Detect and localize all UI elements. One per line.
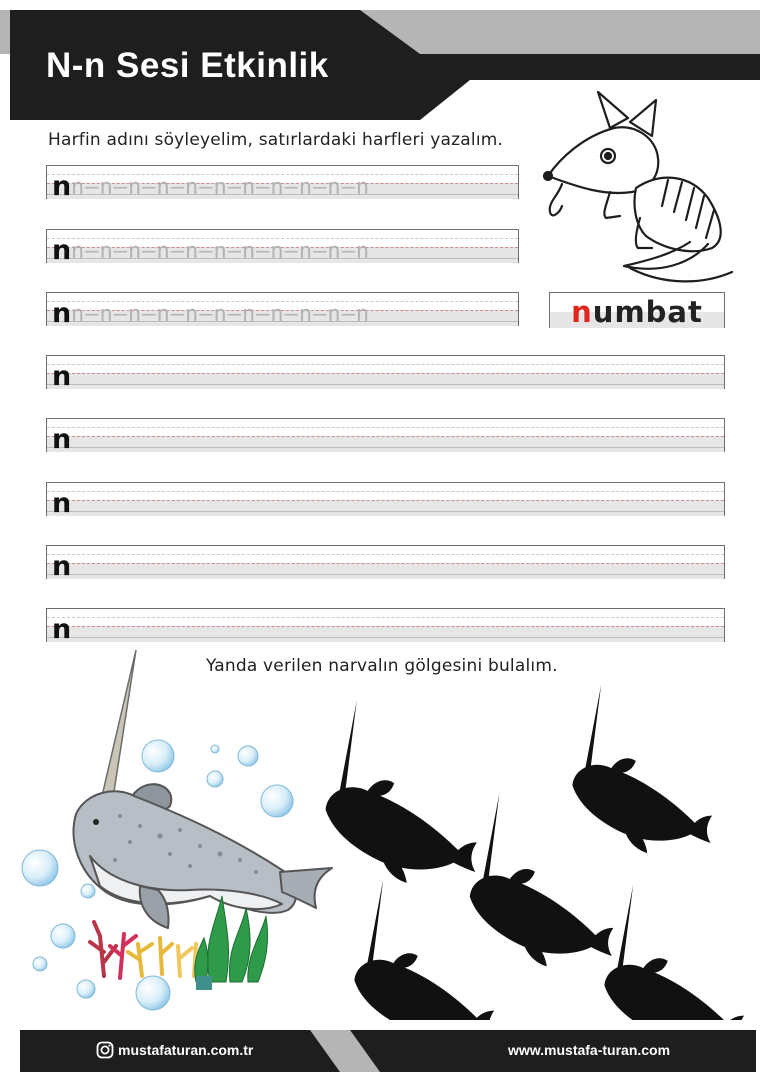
lead-letter: n: [52, 361, 72, 392]
narwhal-shadows: [300, 675, 760, 1020]
writing-row-5[interactable]: [46, 608, 725, 645]
numbat-icon: [540, 88, 736, 288]
lead-letter: n: [52, 171, 72, 202]
word-box: [549, 292, 725, 328]
writing-row-2[interactable]: [46, 418, 725, 455]
shadow-2[interactable]: [572, 685, 712, 853]
tracing-row-2[interactable]: [46, 229, 519, 266]
shadow-5[interactable]: [604, 885, 744, 1020]
tracing-row-3[interactable]: [46, 292, 519, 329]
shadow-1[interactable]: [326, 700, 477, 883]
lead-letter: n: [52, 298, 72, 329]
instagram-icon: [96, 1041, 114, 1059]
writing-row-1[interactable]: [46, 355, 725, 392]
trace-letters: n–n–n–n–n–n–n–n–n–n–n: [71, 241, 371, 263]
narwhal-icon: [20, 646, 340, 1016]
lead-letter: n: [52, 488, 72, 519]
lead-letter: n: [52, 551, 72, 582]
lead-letter: n: [52, 235, 72, 266]
lead-letter: n: [52, 614, 72, 645]
shadow-3[interactable]: [470, 793, 614, 966]
footer-website-link[interactable]: www.mustafa-turan.com: [508, 1042, 671, 1058]
lead-letter: n: [52, 424, 72, 455]
footer-instagram-link[interactable]: mustafaturan.com.tr: [118, 1042, 254, 1058]
instruction-shadow: Yanda verilen narvalın gölgesini bulalım.: [206, 656, 558, 676]
page-title: N-n Sesi Etkinlik: [46, 46, 329, 85]
word-numbat: [550, 295, 724, 329]
instruction-writing: Harfin adını söyleyelim, satırlardaki harfleri yazalım.: [48, 130, 504, 150]
trace-letters: n–n–n–n–n–n–n–n–n–n–n: [71, 177, 371, 199]
word-first-letter: n: [571, 295, 593, 329]
trace-letters: n–n–n–n–n–n–n–n–n–n–n: [71, 304, 371, 326]
writing-row-4[interactable]: [46, 545, 725, 582]
tracing-row-1[interactable]: [46, 165, 519, 202]
word-rest: umbat: [592, 295, 703, 329]
writing-row-3[interactable]: [46, 482, 725, 519]
